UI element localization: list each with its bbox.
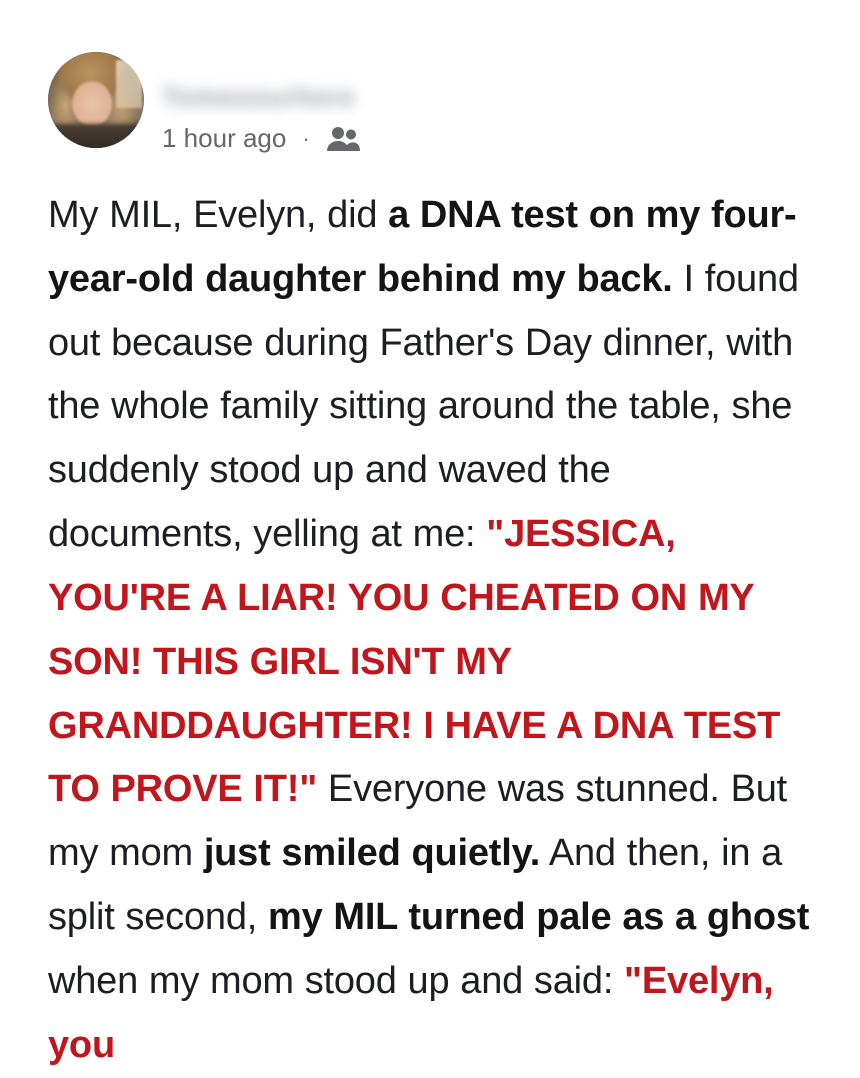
post-header [48,52,812,170]
post-text-segment-4: Everyone was stunned. But my mom [48,768,788,875]
post-text-segment-5: just smiled quietly. [203,832,541,875]
post-header-text [162,52,360,154]
post-text-segment-7: my MIL turned pale as a ghost [267,896,810,939]
post-text-segment-9: "Evelyn, you [48,959,774,1066]
avatar-shoulder [48,124,144,148]
post-meta [162,123,360,154]
post-text-segment-1: a DNA test on my four-year-old daughter behind my back. [48,194,797,300]
friends-icon[interactable] [326,126,360,152]
post-text-segment-6: And then, in a split second, [48,832,783,939]
post-text-segment-8: when my mom stood up and said: [48,959,625,1002]
post-text-segment-2: I found out because during Father's Day dinner, with the whole family sitting around the table, she suddenly stood up and waved the documents, yelling at me: [48,257,799,556]
meta-separator-dot: · [302,125,310,151]
author-name[interactable]: Tomeoourhere [162,82,356,112]
post-text [48,184,812,1078]
post-text-segment-3: "JESSICA, YOU'RE A LIAR! YOU CHEATED ON MY SON! THIS GIRL ISN'T MY GRANDDAUGHTER! I HAVE A DNA TEST TO PROVE IT!" [48,513,781,811]
post-timestamp[interactable]: 1 hour ago [162,123,287,153]
post-text-segment-0: My MIL, Evelyn, did [48,194,389,236]
avatar[interactable] [48,52,144,148]
avatar-background-window [116,60,142,108]
